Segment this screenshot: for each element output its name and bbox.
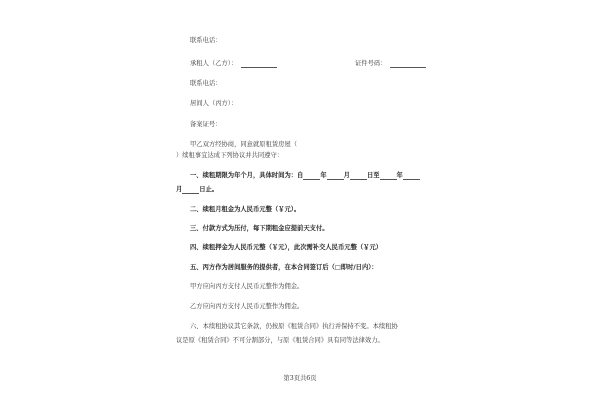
clause-5: 五、丙方作为居间服务的提供者，在本合同签订后（□即时/日内）： — [190, 264, 378, 271]
clause-1-blank-year-2 — [380, 172, 397, 180]
intro-line-1: 甲乙双方经协商，同意就原租赁房屋（ — [190, 141, 298, 148]
clause-1-blank-day-1 — [350, 172, 367, 180]
lessee-blank — [241, 60, 277, 68]
intro-line-2: ）续租事宜达成下列协议并共同遵守： — [176, 152, 284, 159]
clause-5-party-a-commission: 甲方应向丙方支付人民币元整作为佣金。 — [190, 283, 304, 290]
clause-6-line-2: 议是原《租赁合同》不可分割部分，与原《租赁合同》具有同等法律效力。 — [176, 337, 384, 344]
clause-1-blank-day-2 — [182, 186, 199, 194]
clause-6-line-1: 六、本续租协议其它条款，仍按原《租赁合同》执行并保持不变。本续租协 — [190, 323, 398, 330]
clause-1-text: 一、续租期限为年个月，具体时间为：自 — [190, 172, 304, 179]
id-number-row — [355, 59, 426, 68]
clause-1-day-end: 日止。 — [199, 186, 219, 193]
clause-1-year-2: 年 — [396, 172, 403, 179]
lessee-label: 承租人（乙方）： — [190, 60, 238, 67]
clause-1-blank-year-1 — [303, 172, 320, 180]
clause-3: 三、付款方式为压付，每下期租金应提前天支付。 — [190, 225, 329, 232]
clause-1-line-1 — [190, 171, 420, 180]
filing-number-label: 备案证号： — [190, 121, 222, 128]
clause-1-month-2: 月 — [176, 186, 183, 193]
contact-phone-label-2: 联系电话： — [190, 80, 222, 87]
clause-5-party-b-commission: 乙方应向丙方支付人民币元整作为佣金。 — [190, 303, 304, 310]
clause-1-month-1: 月 — [343, 172, 350, 179]
intermediary-label: 居间人（丙方）： — [190, 100, 238, 107]
page-number-footer: 第3页共6页 — [283, 375, 317, 382]
clause-1-blank-month-2 — [403, 172, 420, 180]
clause-1-day-to: 日至 — [366, 172, 380, 179]
id-number-label: 证件号码： — [355, 60, 387, 67]
clause-1-line-2 — [176, 185, 218, 194]
lessee-row — [190, 59, 277, 68]
clause-4: 四、续租押金为人民币元整（￥元），此次需补交人民币元整（￥元） — [190, 244, 383, 251]
clause-1-blank-month-1 — [327, 172, 344, 180]
contact-phone-label-1: 联系电话： — [190, 37, 222, 44]
clause-1-year-1: 年 — [320, 172, 327, 179]
id-number-blank — [390, 60, 426, 68]
clause-2: 二、续租月租金为人民币元整（￥元）。 — [190, 206, 301, 213]
